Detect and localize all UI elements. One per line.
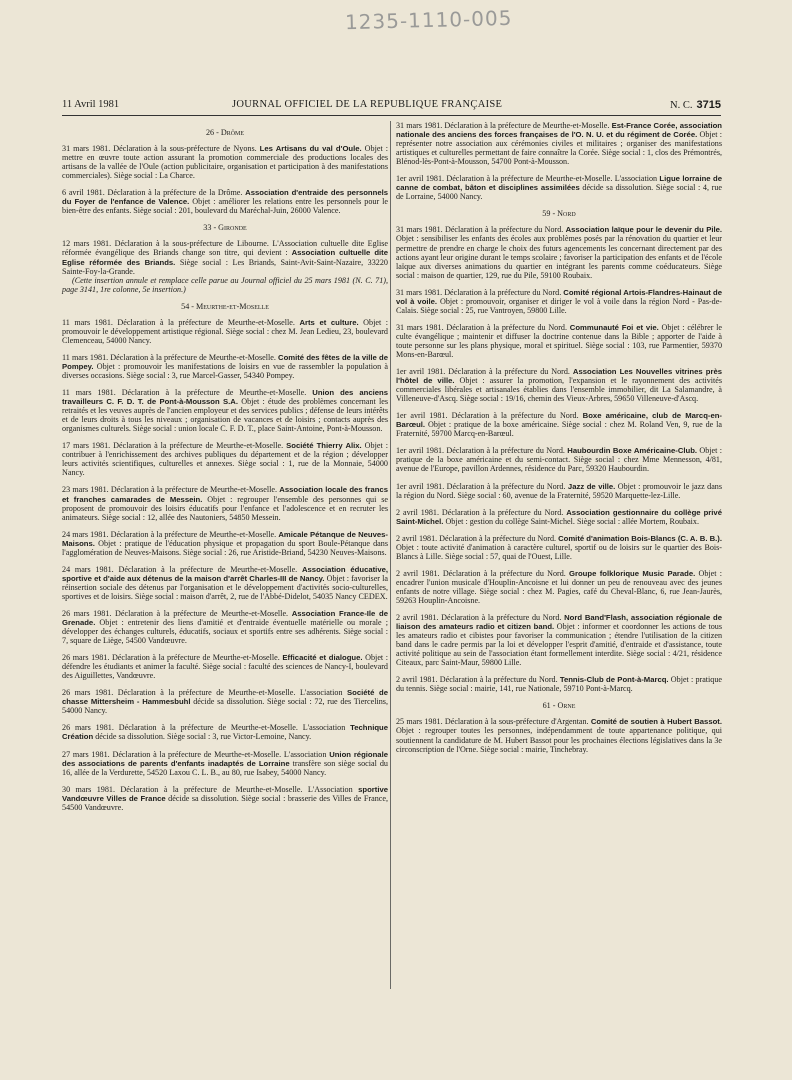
entry: 2 avril 1981. Déclaration à la préfecture du Nord. Association gestionnaire du collège privé Saint-Michel. Objet : gestion du collège Saint-Michel. Siège social : allée Mortem, Roubaix. (396, 507, 722, 526)
section-heading-59: 59 - Nord (542, 209, 576, 219)
entry: 2 avril 1981. Déclaration à la préfecture du Nord. Groupe folklorique Music Parade. Objet : encadrer l'union musicale d'Houplin-Ancoisne et lui donner un peu de renouveau avec des jeunes enfants de notre village. Siège social : chez M. Pagies, café du Cheval-Blanc, 6, rue Jean-Jaurès, 59263 Houplin-Ancoisne. (396, 568, 722, 605)
entry: 1er avril 1981. Déclaration à la préfecture du Nord. Association Les Nouvelles vitrines près l'hôtel de ville. Objet : assurer la promotion, l'expansion et le rayonnement des activités commerciales libérales et artisanales établies dans l'ensemble immobilier, dit La Salamandre, à Villeneuve-d'Ascq. Siège social : 19/16, chemin des Vieux-Arbres, 59650 Villeneuve-d'Ascq. (396, 367, 723, 404)
entry: 1er avril 1981. Déclaration à la préfecture du Nord. Jazz de ville. Objet : promouvoir le jazz dans la région du Nord. Siège social : 60, avenue de la Fraternité, 59520 Marquette-lez-Lille. (396, 481, 723, 500)
entry: 31 mars 1981. Déclaration à la préfecture du Nord. Communauté Foi et vie. Objet : célébrer le culte évangélique ; maintenir et diffuser la doctrine contenue dans la Bible ; apporter de l'aide à toute personne sur les plans physique, moral et spirituel. Siège social : 103, rue Parmentier, 59370 Mons-en-Barœul. (396, 322, 723, 359)
correction-note: (Cette insertion annule et remplace celle parue au Journal officiel du 25 mars 1981 (N. C. 71), page 3141, 1re colonne, 5e insertion.) (62, 275, 388, 294)
entry: 31 mars 1981. Déclaration à la préfecture de Meurthe-et-Moselle. Est-France Corée, association nationale des anciens des forces françaises de l'O. N. U. et du régiment de Corée. Objet : représenter notre association aux cérémonies civiles et militaires ; organiser des manifestations artistiques et culturelles permettant de faire connaître la Corée. Siège social : 1, clos des Prémontrés, Blénod-lès-Pont-à-Mousson, 54700 Pont-à-Mousson. (396, 121, 722, 167)
entry: 26 mars 1981. Déclaration à la préfecture de Meurthe-et-Moselle. Efficacité et dialogue. Objet : défendre les étudiants et animer la faculté. Siège social : faculté des sciences de Nancy-I, boulevard des Aiguillettes, Vandœuvre. (62, 653, 389, 681)
issue-date: 11 Avril 1981 (62, 99, 120, 110)
section-heading-33: 33 - Gironde (203, 223, 247, 233)
column-divider (390, 121, 391, 989)
entry: 26 mars 1981. Déclaration à la préfecture de Meurthe-et-Moselle. Association France-Ile de Grenade. Objet : entretenir des liens d'amitié et d'entraide éventuelle matérielle ou morale ; développer des échanges culturels, éducatifs, sociaux et sportifs entre ses adhérents. Siège social : 7, square de Liège, 54500 Vandœuvre. (62, 608, 389, 646)
entry: 1er avril 1981. Déclaration à la préfecture du Nord. Boxe américaine, club de Marcq-en-Barœul. Objet : pratique de la boxe américaine. Siège social : chez M. Roland Ven, 9, rue de la Fraternité, 59700 Marcq-en-Barœul. (396, 411, 722, 439)
left-column (62, 121, 388, 820)
entry: 31 mars 1981. Déclaration à la sous-préfecture de Nyons. Les Artisans du val d'Oule. Objet : mettre en œuvre toute action assurant la promotion commerciale des productions locales des artisans de la vallée de l'Oule (action publicitaire, organisation et participation à des manifestations commerciales). Siège social : La Charce. (62, 144, 389, 181)
entry: 1er avril 1981. Déclaration à la préfecture du Nord. Haubourdin Boxe Américaine-Club. Objet : pratique de la boxe américaine et du semi-contact. Siège social : chez Mme Mennesson, 4/81, avenue de l'Europe, pavillon Ardennes, résidence du Parc, 59320 Haubourdin. (396, 446, 722, 474)
entry: 25 mars 1981. Déclaration à la sous-préfecture d'Argentan. Comité de soutien à Hubert Bassot. Objet : regrouper toutes les personnes, indépendamment de toute appartenance politique, qui soutiennent la candidature de M. Hubert Bassot pour les prochaines élections législatives dans la 3e circonscription de l'Orne. Siège social : mairie, Tinchebray. (396, 717, 722, 754)
entry: 30 mars 1981. Déclaration à la préfecture de Meurthe-et-Moselle. L'Association sportive Vandœuvre Villes de France décide sa dissolution. Siège social : brasserie des Villes de France, 54500 Vandœuvre. (62, 784, 388, 812)
entry: 26 mars 1981. Déclaration à la préfecture de Meurthe-et-Moselle. L'association Société de chasse Mittersheim - Hammesbuhl décide sa dissolution. Siège social : 72, rue des Tiercelins, 54000 Nancy. (62, 688, 389, 716)
entry: 11 mars 1981. Déclaration à la préfecture de Meurthe-et-Moselle. Union des anciens travailleurs C. F. D. T. de Pont-à-Mousson S.A. Objet : étude des problèmes concernant les retraités et les veuves auprès de l'ancien employeur et des services publics ; défense de leurs intérêts et de leurs droits à tous les niveaux ; organisation de vacances et de loisirs ; contacts auprès des organismes culturels. Siège social : union locale C. F. D. T., place Saint-Antoine, Pont-à-Mousson. (62, 388, 388, 434)
section-heading-54: 54 - Meurthe-et-Moselle (181, 301, 269, 311)
section-heading-61: 61 - Orne (542, 701, 576, 711)
section-heading-26: 26 - Drôme (205, 128, 245, 137)
journal-title: JOURNAL OFFICIEL DE LA REPUBLIQUE FRANÇAISE (232, 99, 503, 110)
entry: 11 mars 1981. Déclaration à la préfecture de Meurthe-et-Moselle. Comité des fêtes de la ville de Pompey. Objet : promouvoir les manifestations de loisirs en vue de rassembler la population à diverses occasions. Siège social : 3, rue Marcel-Gasser, 54340 Pompey. (62, 352, 388, 380)
entry: 6 avril 1981. Déclaration à la préfecture de la Drôme. Association d'entraide des personnels du Foyer de l'enfance de Valence. Objet : améliorer les relations entre les personnels pour le bien-être des enfants. Siège social : 201, boulevard du Maréchal-Juin, 26000 Valence. (62, 188, 389, 216)
entry: 23 mars 1981. Déclaration à la préfecture de Meurthe-et-Moselle. Association locale des francs et franches camarades de Messein. Objet : regrouper l'ensemble des personnes qui se proposent de promouvoir des loisirs éducatifs pour l'enfance et l'adolescence et en recruter les animateurs. Siège social : 12, allée des Nautoniers, 54850 Messein. (62, 485, 388, 522)
handwritten-archive-number: 1235-1110-005 (344, 5, 513, 35)
entry: 31 mars 1981. Déclaration à la préfecture du Nord. Association laïque pour le devenir du Pile. Objet : sensibiliser les enfants des écoles aux problèmes posés par la rénovation du quartier et leur permettre de prendre en charge le choix des futurs agencements les concernant directement par des actions ayant leur origine durant le temps scolaire ; favoriser la participation des enfants et de l'école laïque aux diverses animations du quartier en intégrant les parents comme coéducateurs. Siège social : maison de quartier, 129, rue du Pile, 59100 Roubaix. (396, 225, 722, 280)
entry: 17 mars 1981. Déclaration à la préfecture de Meurthe-et-Moselle. Société Thierry Alix. Objet : contribuer à l'enrichissement des archives publiques du département et de la région ; développer leurs activités scientifiques, culturelles et annexes. Siège social : 1, rue de la Monnaie, 54000 Nancy. (62, 441, 388, 478)
entry: 31 mars 1981. Déclaration à la préfecture du Nord. Comité régional Artois-Flandres-Hainaut de vol à voile. Objet : promouvoir, organiser et diriger le vol à voile dans la région Nord - Pas-de-Calais. Siège social : 25, rue Vantroyen, 59800 Lille. (396, 287, 722, 315)
right-column (396, 121, 722, 762)
entry: 2 avril 1981. Déclaration à la préfecture du Nord. Tennis-Club de Pont-à-Marcq. Objet : pratique du tennis. Siège social : mairie, 141, rue Nationale, 59710 Pont-à-Marcq. (396, 675, 722, 694)
entry: 27 mars 1981. Déclaration à la préfecture de Meurthe-et-Moselle. L'association Union régionale des associations de parents d'enfants inadaptés de Lorraine transfère son siège social du 16, allée de la Verdurette, 54520 Laxou C. L. B., au 80, rue Isabey, 54000 Nancy. (62, 749, 388, 777)
entry: 26 mars 1981. Déclaration à la préfecture de Meurthe-et-Moselle. L'association Technique Création décide sa dissolution. Siège social : 3, rue Victor-Lemoine, Nancy. (62, 723, 388, 742)
page-number: N. C. 3715 (670, 99, 721, 111)
entry: 2 avril 1981. Déclaration à la préfecture du Nord. Comité d'animation Bois-Blancs (C. A. B. B.). Objet : toute activité d'animation à caractère culturel, sportif ou de loisirs sur le quartier des Bois-Blancs à Lille. Siège social : 57, quai de l'Ouest, Lille. (396, 533, 722, 561)
entry: 24 mars 1981. Déclaration à la préfecture de Meurthe-et-Moselle. Association éducative, sportive et d'aide aux détenus de la maison d'arrêt Charles-III de Nancy. Objet : favoriser la réinsertion sociale des détenus par l'organisation et le développement d'activités socio-culturelles, sportives et de loisirs. Siège social : maison d'arrêt, 2, rue de l'Abbé-Didelot, 54035 Nancy CEDEX. (62, 564, 389, 601)
entry: 11 mars 1981. Déclaration à la préfecture de Meurthe-et-Moselle. Arts et culture. Objet : promouvoir le développement artistique régional. Siège social : chez M. Jean Ledieu, 23, boulevard Clemenceau, 54000 Nancy. (62, 317, 388, 345)
entry: 24 mars 1981. Déclaration à la préfecture de Meurthe-et-Moselle. Amicale Pétanque de Neuves-Maisons. Objet : pratique de l'éducation physique et propagation du sport Boule-Pétanque dans l'agglomération de Neuves-Maisons. Siège social : 26, rue Aristide-Briand, 54230 Neuves-Maisons. (62, 529, 388, 557)
header-rule (62, 115, 721, 116)
entry: 2 avril 1981. Déclaration à la préfecture du Nord. Nord Band'Flash, association régionale de liaison des amateurs radio et citizen band. Objet : informer et coordonner les actions de tous les amateurs radio et cibistes pour favoriser la communication ; étendre l'utilisation de la citizen band dans le cadre permis par la loi et développer l'esprit d'amitié, d'entraide et d'assistance, toute activité politique au sein de l'association étant formellement interdite. Siège social : 4/21, résidence Citeaux, parc Saint-Maur, 59800 Lille. (396, 613, 722, 668)
entry: 12 mars 1981. Déclaration à la sous-préfecture de Libourne. L'Association cultuelle dite Eglise réformée évangélique des Briands change son titre, qui devient : Association cultuelle dite Eglise réformée des Briands. Siège social : Les Briands, Saint-Avit-Saint-Nazaire, 33220 Sainte-Foy-la-Grande. (62, 239, 388, 276)
entry: 1er avril 1981. Déclaration à la préfecture de Meurthe-et-Moselle. L'association Ligue lorraine de canne de combat, bâton et disciplines assimilées décide sa dissolution. Siège social : 4, rue de Lorraine, 54000 Nancy. (396, 174, 722, 202)
